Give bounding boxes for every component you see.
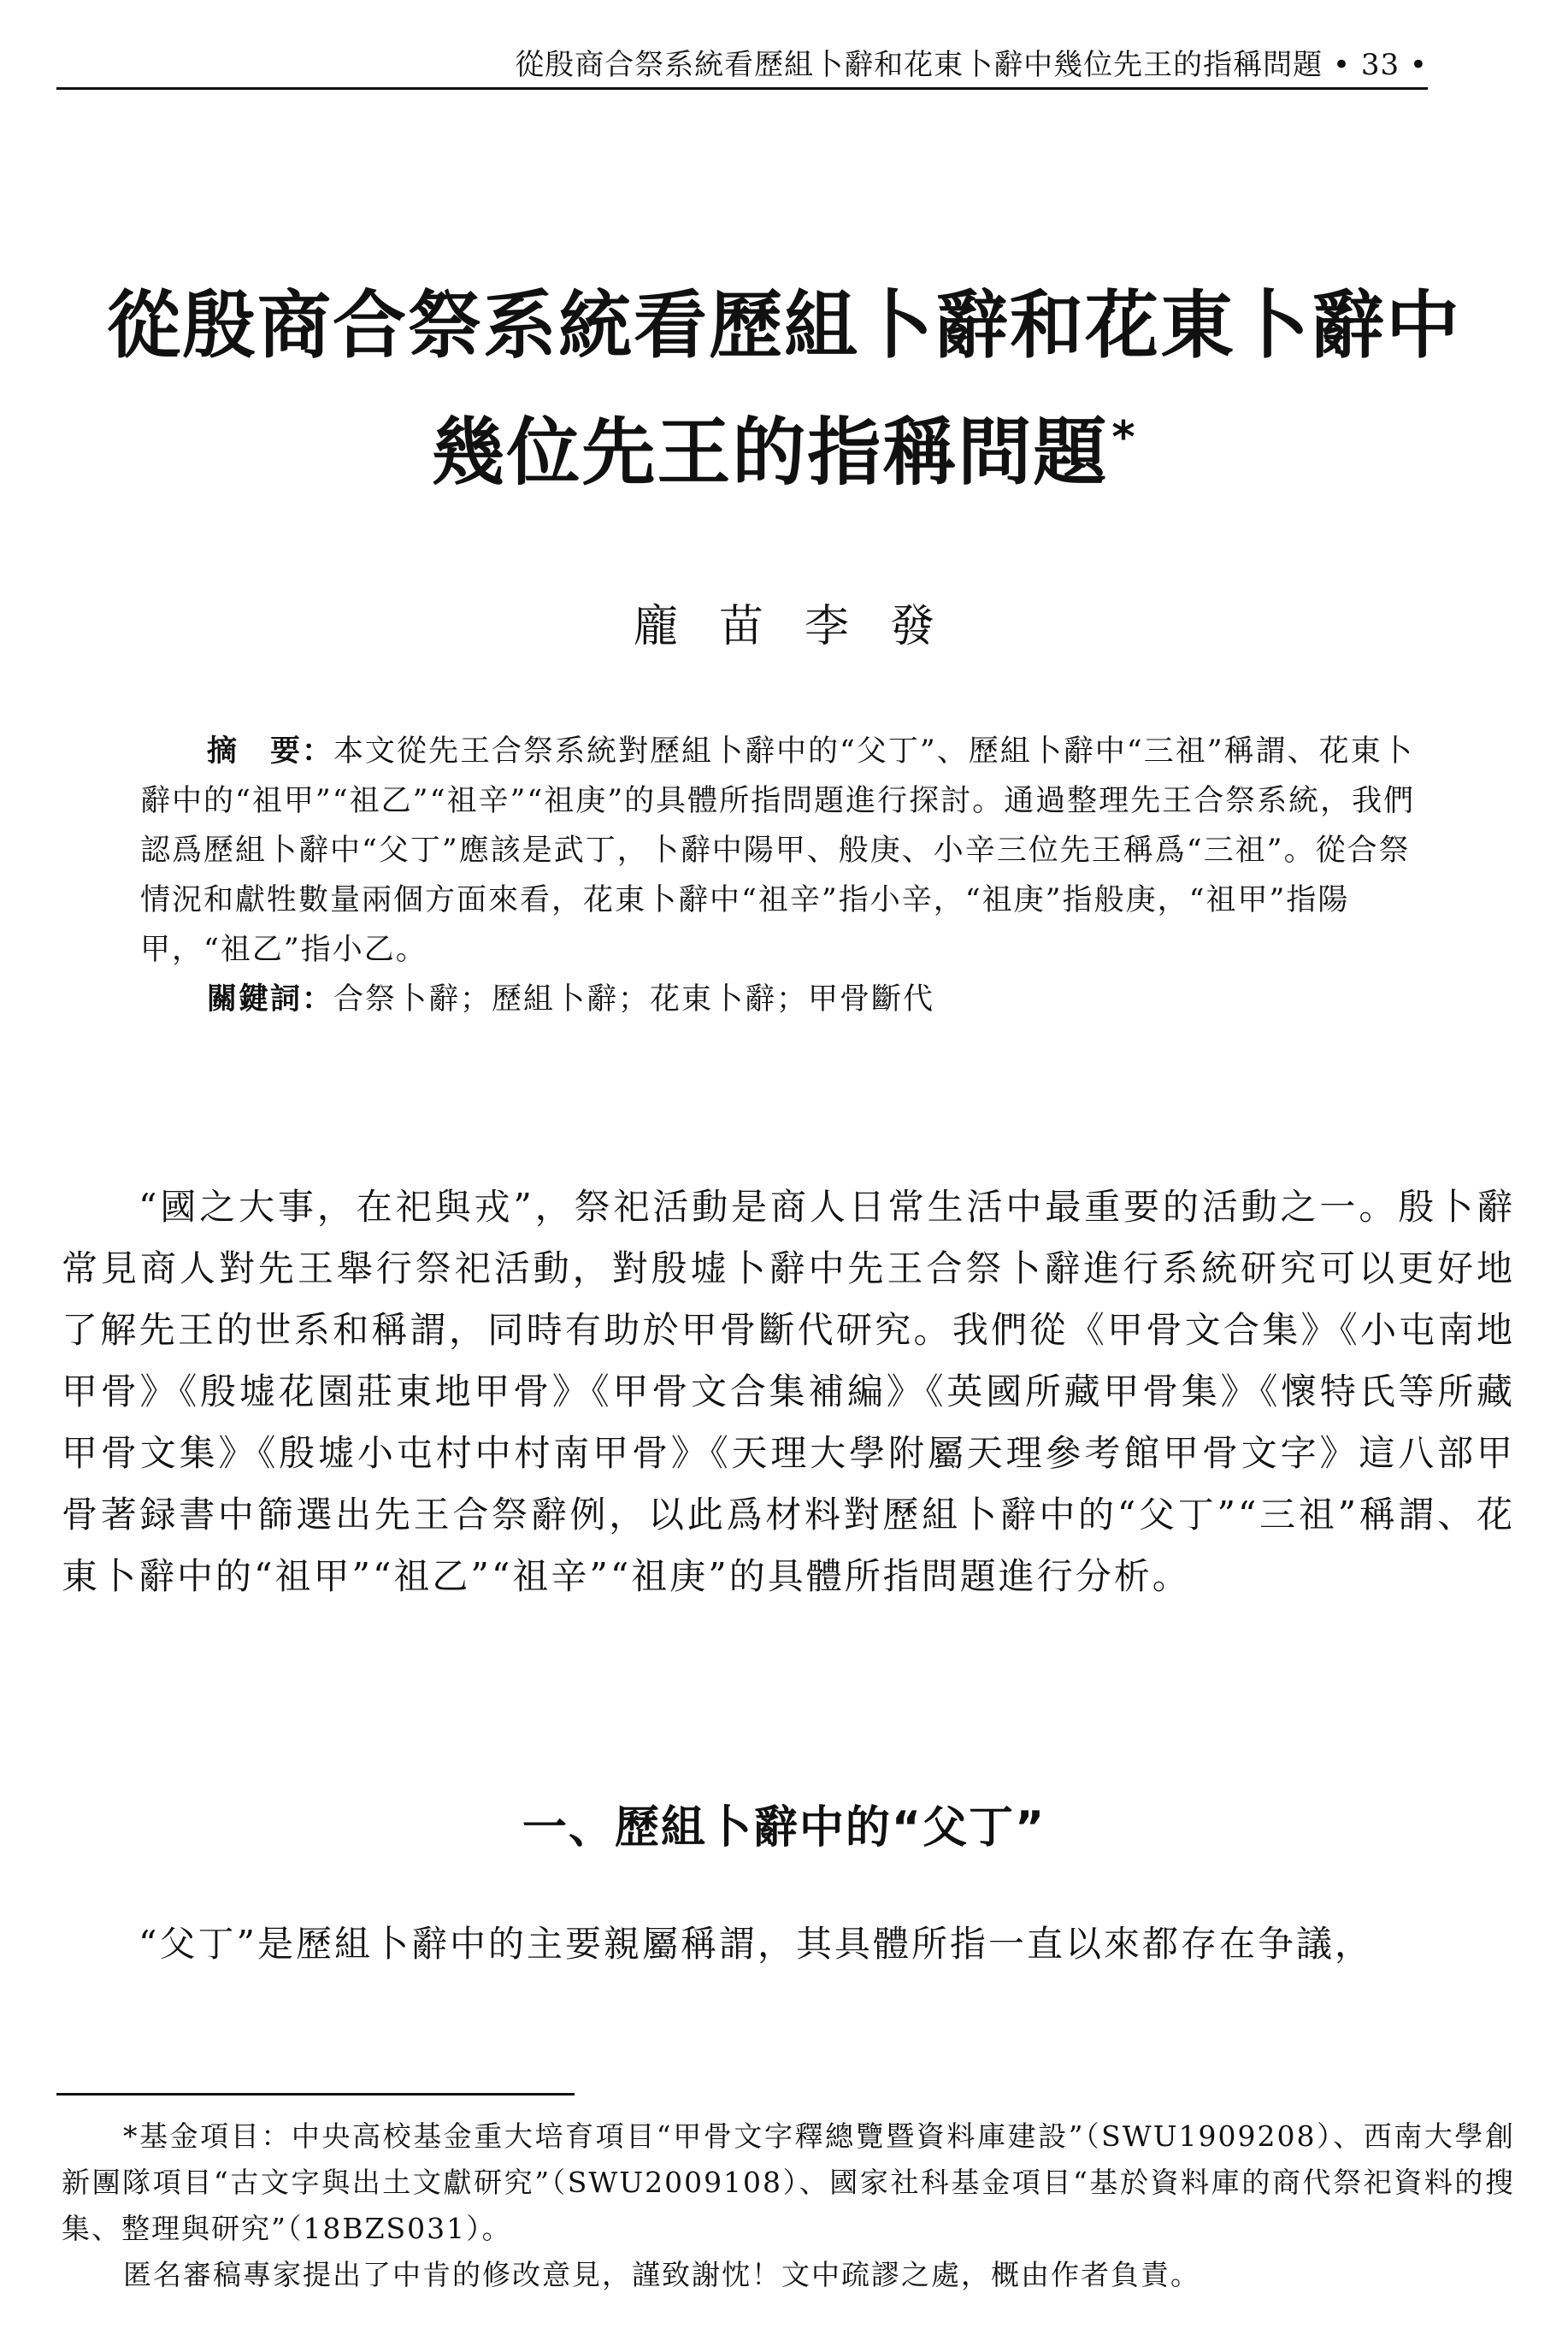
paragraph-2-text: “父丁”是歷組卜辭中的主要親屬稱謂，其具體所指一直以來都存在争議， bbox=[139, 1923, 1373, 1965]
article-title-line-2 bbox=[34, 410, 1534, 496]
title-line-1-text: 從殷商合祭系統看歷組卜辭和花東卜辭中 bbox=[107, 283, 1461, 368]
footnote-funding bbox=[62, 2113, 1515, 2252]
body-paragraph-1 bbox=[62, 1176, 1515, 1607]
abstract-text: 本文從先王合祭系統對歷組卜辭中的“父丁”、歷組卜辭中“三祖”稱謂、花東卜辭中的“祖甲”“祖乙”“祖辛”“祖庚”的具體所指問題進行探討。通過整理先王合祭系統，我們認爲歷組卜辭中“父丁”應該是武丁，卜辭中陽甲、般庚、小辛三位先王稱爲“三祖”。從合祭情況和獻牲數量兩個方面來看，花東卜辭中“祖辛”指小辛，“祖庚”指般庚，“祖甲”指陽甲，“祖乙”指小乙。 bbox=[140, 734, 1416, 967]
running-head bbox=[56, 41, 1428, 83]
title-line-2-text: 幾位先王的指稱問題 bbox=[431, 410, 1109, 496]
keywords-label: 關鍵詞： bbox=[207, 982, 334, 1017]
abstract-paragraph bbox=[140, 727, 1441, 975]
running-head-title: 從殷商合祭系統看歷組卜辭和花東卜辭中幾位先王的指稱問題 bbox=[515, 48, 1323, 82]
article-title-line-1 bbox=[34, 283, 1534, 368]
header-rule bbox=[56, 87, 1428, 90]
title-footnote-marker: * bbox=[1111, 412, 1137, 463]
footnote-funding-text: 基金項目：中央高校基金重大培育項目“甲骨文字釋總覽暨資料庫建設”（SWU1909208）、西南大學創新團隊項目“古文字與出土文獻研究”（SWU2009108）、國家社科基金項目“基於資料庫的商代祭祀資料的搜集、整理與研究”（18BZS031）。 bbox=[62, 2119, 1515, 2245]
paragraph-1-text: “國之大事，在祀與戎”，祭祀活動是商人日常生活中最重要的活動之一。殷卜辭常見商人對先王舉行祭祀活動，對殷墟卜辭中先王合祭卜辭進行系統研究可以更好地了解先王的世系和稱謂，同時有助於甲骨斷代研究。我們從《甲骨文合集》《小屯南地甲骨》《殷墟花園莊東地甲骨》《甲骨文合集補編》《英國所藏甲骨集》《懷特氏等所藏甲骨文集》《殷墟小屯村中村南甲骨》《天理大學附屬天理參考館甲骨文字》這八部甲骨著録書中篩選出先王合祭辭例，以此爲材料對歷組卜辭中的“父丁”“三祖”稱謂、花東卜辭中的“祖甲”“祖乙”“祖辛”“祖庚”的具體所指問題進行分析。 bbox=[62, 1186, 1515, 1597]
footnote-rule bbox=[56, 2093, 575, 2096]
section-heading-1: 一、歷組卜辭中的“父丁” bbox=[522, 1802, 1046, 1854]
body-paragraph-2 bbox=[62, 1913, 1515, 1975]
abstract-label: 摘 要： bbox=[207, 734, 334, 769]
footnote-block bbox=[62, 2113, 1515, 2298]
footnote-marker: * bbox=[123, 2119, 139, 2153]
keywords-line bbox=[140, 975, 1441, 1024]
footnote-acknowledgment: 匿名審稿專家提出了中肯的修改意見，謹致謝忱！文中疏謬之處，概由作者負責。 bbox=[123, 2258, 1200, 2291]
abstract-block bbox=[140, 727, 1441, 1024]
keywords-text: 合祭卜辭；歷組卜辭；花東卜辭；甲骨斷代 bbox=[333, 982, 935, 1017]
page-number: • 33 • bbox=[1333, 48, 1428, 82]
author-names: 龐苗李發 bbox=[633, 601, 976, 652]
